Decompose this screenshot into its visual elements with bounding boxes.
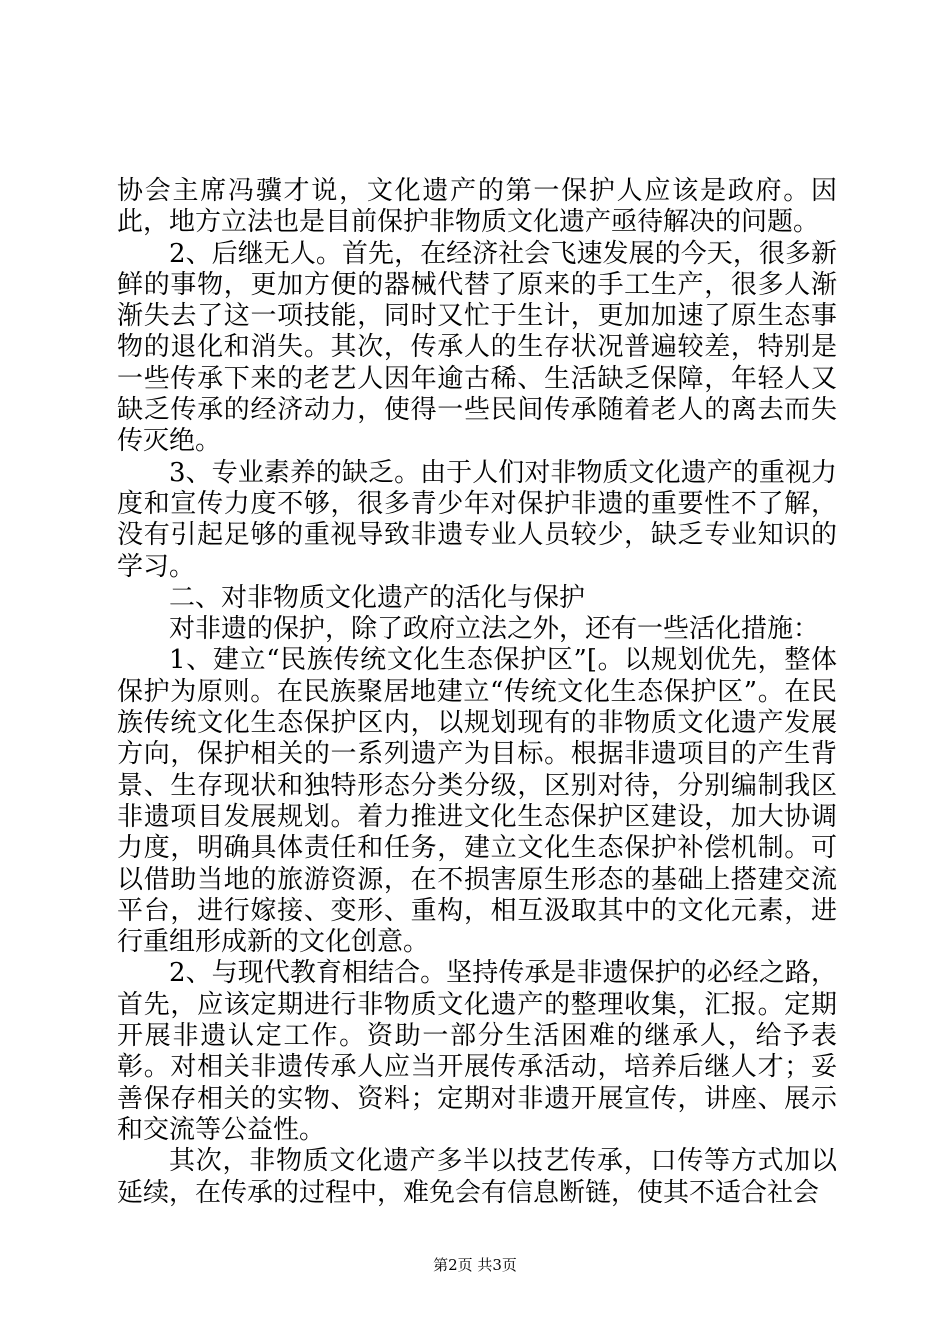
document-body xyxy=(117,176,837,1209)
paragraph-3: 3、专业素养的缺乏。由于人们对非物质文化遗产的重视力度和宣传力度不够，很多青少年对保护非遗的重要性不了解，没有引起足够的重视导致非遗专业人员较少，缺乏专业知识的学习。 xyxy=(117,457,837,582)
paragraph-1: 协会主席冯骥才说，文化遗产的第一保护人应该是政府。因此，地方立法也是目前保护非物质文化遗产亟待解决的问题。 xyxy=(117,176,837,238)
paragraph-5: 对非遗的保护，除了政府立法之外，还有一些活化措施： xyxy=(169,614,820,645)
paragraph-6: 1、建立“民族传统文化生态保护区”[。以规划优先，整体保护为原则。在民族聚居地建立“传统文化生态保护区”。在民族传统文化生态保护区内，以规划现有的非物质文化遗产发展方向，保护相关的一系列遗产为目标。根据非遗项目的产生背景、生存现状和独特形态分类分级，区别对待，分别编制我区非遗项目发展规划。着力推进文化生态保护区建设，加大协调力度，明确具体责任和任务，建立文化生态保护补偿机制。可以借助当地的旅游资源，在不损害原生形态的基础上搭建交流平台，进行嫁接、变形、重构，相互汲取其中的文化元素，进行重组形成新的文化创意。 xyxy=(117,645,837,958)
paragraph-2: 2、后继无人。首先，在经济社会飞速发展的今天，很多新鲜的事物，更加方便的器械代替了原来的手工生产，很多人渐渐失去了这一项技能，同时又忙于生计，更加加速了原生态事物的退化和消失。其次，传承人的生存状况普遍较差，特别是一些传承下来的老艺人因年逾古稀、生活缺乏保障，年轻人又缺乏传承的经济动力，使得一些民间传承随着老人的离去而失传灭绝。 xyxy=(117,238,837,457)
paragraph-8: 其次，非物质文化遗产多半以技艺传承，口传等方式加以延续，在传承的过程中，难免会有信息断链，使其不适合社会 xyxy=(117,1146,837,1208)
page-number-footer: 第2页 共3页 xyxy=(433,1256,517,1274)
section-heading: 二、对非物质文化遗产的活化与保护 xyxy=(169,582,586,613)
paragraph-7: 2、与现代教育相结合。坚持传承是非遗保护的必经之路，首先，应该定期进行非物质文化遗产的整理收集，汇报。定期开展非遗认定工作。资助一部分生活困难的继承人，给予表彰。对相关非遗传承人应当开展传承活动，培养后继人才；妥善保存相关的实物、资料；定期对非遗开展宣传，讲座、展示和交流等公益性。 xyxy=(117,958,837,1145)
